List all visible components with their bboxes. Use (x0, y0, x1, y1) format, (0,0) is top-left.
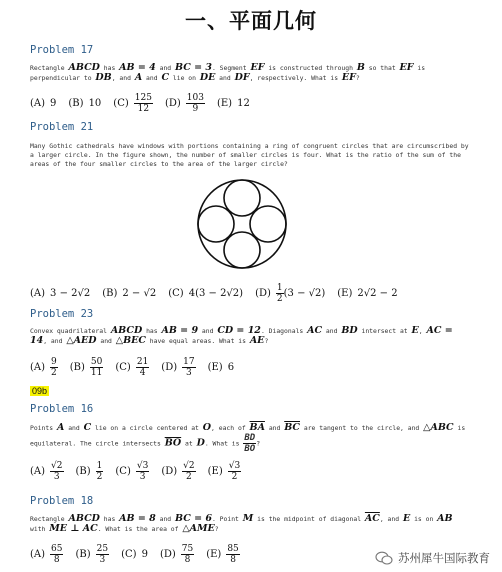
problem-17-choices (30, 90, 262, 116)
fraction-numerator: √2 (183, 460, 195, 471)
choice-fraction (50, 461, 63, 482)
answer-choice (68, 98, 101, 109)
highlight-tag: 09b (32, 386, 48, 396)
choice-label: (C) (121, 548, 137, 560)
choice-label: (E) (207, 465, 223, 477)
choice-fraction (96, 461, 104, 482)
problem-18-choices (30, 541, 252, 567)
problem-16-heading: Problem 16 (30, 403, 94, 415)
choice-label: (B) (75, 548, 91, 560)
choice-value-tail: (3 − √2) (283, 287, 326, 299)
problem-18-text: Rectangle ABCD has AB = 8 and BC = 6. Point M is the midpoint of diagonal $\overline{AC}$, and E is on AB with ME ⊥ AC. What is the area of △AME? (30, 513, 453, 534)
choice-fraction (136, 357, 149, 378)
answer-choice (70, 357, 104, 378)
fraction-numerator: 21 (136, 356, 149, 367)
choice-fraction (134, 93, 153, 114)
choice-label: (D) (255, 287, 271, 299)
choice-fraction (90, 357, 103, 378)
problem-16-choices (30, 458, 253, 484)
fraction-numerator: 25 (96, 543, 109, 554)
answer-choice (115, 357, 149, 378)
fraction-numerator: 17 (183, 356, 195, 367)
choice-label: (C) (113, 97, 129, 109)
fraction-numerator: 85 (227, 543, 239, 554)
fraction-denominator: 2 (276, 293, 283, 304)
choice-label: (E) (216, 97, 233, 109)
problem-17-heading: Problem 17 (30, 44, 94, 56)
problem-23-heading: Problem 23 (30, 308, 94, 320)
fraction-denominator: 2 (96, 471, 103, 482)
answer-choice (75, 544, 109, 565)
choice-label: (B) (69, 361, 85, 373)
choice-label: (D) (161, 361, 178, 373)
problem-21-choices (30, 280, 410, 306)
fraction-numerator: √2 (51, 460, 63, 471)
fraction-numerator: √3 (136, 460, 149, 471)
choice-label: (A) (30, 548, 46, 560)
choice-label: (E) (207, 361, 223, 373)
problem-21-heading: Problem 21 (30, 121, 94, 133)
small-circle-left (198, 206, 234, 242)
fraction-denominator: 9 (192, 103, 199, 114)
choice-fraction (181, 544, 194, 565)
small-circle-bottom (224, 232, 260, 268)
problem-21-text: Many Gothic cathedrals have windows with portions containing a ring of congruent circles that are circumscribed by a larger circle. In the figure shown, the number of smaller circles is four. What is the ratio of the sum of the areas of the four smaller circles to the area of the larger circle? (30, 142, 469, 168)
choice-label: (B) (75, 465, 91, 477)
wechat-icon (375, 551, 393, 565)
answer-choice (102, 288, 156, 299)
answer-choice (206, 544, 240, 565)
fraction-denominator: 3 (53, 471, 60, 482)
problem-23-text: Convex quadrilateral ABCD has AB = 9 and CD = 12. Diagonals AC and BD intersect at E, AC = 14, and △AED and △BEC have equal areas. What is AE? (30, 325, 453, 346)
choice-label: (C) (168, 287, 184, 299)
fraction-numerator: 1 (96, 460, 103, 471)
choice-fraction (182, 357, 195, 378)
fraction-denominator: 8 (53, 554, 60, 565)
large-circle (198, 180, 286, 268)
problem-23-choices (30, 354, 246, 380)
problem-17-text: Rectangle ABCD has AB = 4 and BC = 3. Segment EF is constructed through B so that EF is perpendicular to DB, and A and C lie on DE and DF, respectively. What is EF? (30, 62, 426, 83)
fraction-denominator: 3 (185, 367, 192, 378)
fraction-numerator: 9 (51, 356, 57, 367)
answer-choice (30, 357, 58, 378)
choice-fraction (226, 544, 239, 565)
choice-value: 9 (50, 97, 57, 109)
answer-choice (255, 283, 325, 304)
choice-value: 2√2 − 2 (357, 287, 398, 299)
fraction-denominator: 2 (51, 367, 57, 378)
fraction-denominator: 2 (186, 471, 192, 482)
fraction-denominator: 11 (90, 367, 103, 378)
choice-fraction (136, 461, 149, 482)
watermark-text: 苏州犀牛国际教育 (398, 551, 490, 565)
choice-value: 10 (88, 97, 102, 109)
fraction-denominator: 4 (139, 367, 146, 378)
fraction-denominator: 8 (184, 554, 191, 565)
answer-choice (76, 461, 104, 482)
fraction-numerator: 50 (90, 356, 103, 367)
answer-choice (337, 288, 397, 299)
answer-choice (217, 98, 250, 109)
answer-choice (30, 98, 56, 109)
choice-label: (A) (30, 361, 46, 373)
choice-label: (D) (164, 97, 181, 109)
fraction-numerator: 1 (276, 282, 283, 293)
answer-choice (30, 288, 90, 299)
answer-choice (208, 362, 234, 373)
choice-label: (A) (30, 97, 46, 109)
choice-value: 6 (227, 361, 235, 373)
watermark (375, 550, 490, 566)
choice-fraction (50, 357, 58, 378)
answer-choice (113, 93, 153, 114)
answer-choice (168, 288, 243, 299)
choice-fraction (228, 461, 241, 482)
choice-fraction (96, 544, 109, 565)
choice-label: (C) (115, 361, 131, 373)
problem-18-heading: Problem 18 (30, 495, 94, 507)
choice-value: 4(3 − 2√2) (188, 287, 244, 299)
answer-choice (30, 544, 63, 565)
fraction-numerator: 65 (51, 543, 63, 554)
fraction-numerator: 103 (186, 92, 204, 103)
small-circle-top (224, 180, 260, 216)
fraction-numerator: √3 (228, 460, 241, 471)
choice-value: 9 (141, 548, 148, 560)
fraction-denominator: 3 (139, 471, 146, 482)
answer-choice (30, 461, 64, 482)
small-circle-right (250, 206, 286, 242)
choice-value: 2 − √2 (122, 287, 157, 299)
problem-16-text: Points A and C lie on a circle centered at O, each of $\overline{BA}$ and $\overline{BC}$ are tangent to the circle, and △ABC is equilateral. The circle intersects $\overline{BO}$ at D. What is $\frac{BD}{BO}$ ? (30, 422, 466, 454)
fraction-numerator: 125 (134, 92, 152, 103)
fraction-denominator: 12 (137, 103, 150, 114)
choice-label: (D) (161, 465, 178, 477)
fraction-denominator: 8 (230, 554, 236, 565)
choice-label: (A) (30, 287, 46, 299)
choice-value: 12 (237, 97, 250, 109)
choice-fraction (276, 283, 284, 304)
choice-fraction (182, 461, 195, 482)
choice-label: (E) (206, 548, 222, 560)
choice-value: 3 − 2√2 (50, 287, 91, 299)
answer-choice (165, 93, 205, 114)
choice-label: (E) (337, 287, 353, 299)
fraction-denominator: 2 (231, 471, 238, 482)
gothic-window-figure (196, 178, 288, 270)
answer-choice (115, 461, 149, 482)
choice-label: (B) (68, 97, 84, 109)
choice-label: (C) (115, 465, 131, 477)
answer-choice (160, 544, 194, 565)
answer-choice (161, 461, 195, 482)
answer-choice (208, 461, 242, 482)
choice-fraction (186, 93, 205, 114)
answer-choice (121, 549, 148, 560)
choice-label: (A) (30, 465, 46, 477)
page-title: 一、平面几何 (185, 9, 317, 33)
choice-label: (D) (159, 548, 176, 560)
choice-fraction (50, 544, 63, 565)
fraction-numerator: 75 (181, 543, 194, 554)
choice-label: (B) (102, 287, 118, 299)
answer-choice (161, 357, 195, 378)
fraction-denominator: 3 (99, 554, 106, 565)
